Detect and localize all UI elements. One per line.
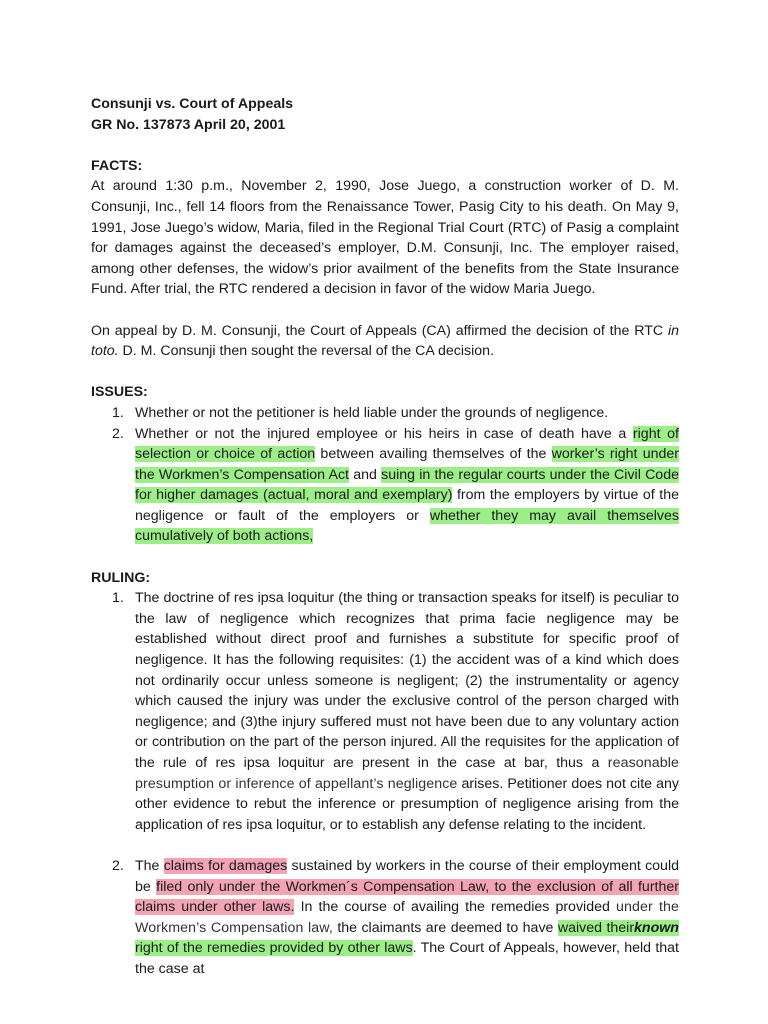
case-title: Consunji vs. Court of Appeals [91,96,294,112]
highlight-green: whether they may avail themselves cumulatively of both actions, [135,507,679,545]
ruling-list [91,588,679,835]
issue-number: 1. [112,404,124,421]
facts-paragraph-1: At around 1:30 p.m., November 2, 1990, Jose Juego, a construction worker of D. M. Consunji, Inc., fell 14 floors from the Renaissance Tower, Pasig City to his death. On May 9, 1991, Jose Juego’s widow, Maria, filed in the Regional Trial Court (RTC) of Pasig a complaint for damages against the deceased’s employer, D.M. Consunji, Inc. The employer raised, among other defenses, the widow’s prior availment of the benefits from the State Insurance Fund. After trial, the RTC rendered a decision in favor of the widow Maria Juego. [91,178,679,298]
facts-heading: FACTS: [91,157,143,174]
issues-heading: ISSUES: [91,384,148,401]
facts-paragraph-2: On appeal by D. M. Consunji, the Court of Appeals (CA) affirmed the decision of the RTC in toto. D. M. Consunji then sought the reversal of the CA decision. [91,322,679,360]
ruling-item-2: 2. The claims for damages sustained by workers in the course of their employment could be filed only under the Workmen´s Compensation Law, to the exclusion of all further claims under other laws. In the course of availing the remedies provided under the Workmen’s Compensation law, the claimants are deemed to have waived theirknown right of the remedies provided by other laws. The Court of Appeals, however, held that the case at [112,857,679,977]
ruling-heading: RULING: [91,569,151,586]
highlight-red: filed only under the Workmen´s Compensation Law, to the exclusion of all further claims under other laws. [135,878,679,916]
highlight-green: waived theirknown right of the remedies provided by other laws [135,919,679,957]
highlight-green: suing in the regular courts under the Civil Code for higher damages (actual, moral and exemplary) [135,466,679,504]
ruling-item-1: 1. The doctrine of res ipsa loquitur (the thing or transaction speaks for itself) is peculiar to the law of negligence which recognizes that prima facie negligence may be established without direct proof and furnishes a substitute for specific proof of negligence. It has the following requisites: (1) the accident was of a kind which does not ordinarily occur unless someone is negligent; (2) the instrumentality or agency which caused the injury was under the exclusive control of the person charged with negligence; and (3)the injury suffered must not have been due to any voluntary action or contribution on the part of the person injured. All the requisites for the application of the rule of res ipsa loquitur are present in the case at bar, thus a reasonable presumption or inference of appellant’s negligence arises. Petitioner does not cite any other evidence to rebut the inference or presumption of negligence arising from the application of res ipsa loquitur, or to establish any defense relating to the incident. [112,590,679,833]
issue-item-1: 1. Whether or not the petitioner is held liable under the grounds of negligence. [91,403,679,424]
case-citation: GR No. 137873 April 20, 2001 [91,116,286,133]
issues-list [91,403,679,547]
highlight-green: worker’s right under the Workmen’s Compensation Act [135,446,680,483]
ruling-number: 1. [112,590,124,607]
issue-number: 2. [112,425,124,442]
highlight-red: claims for damages [163,857,288,874]
issue-item-2: 2. Whether or not the injured employee or his heirs in case of death have a right of selection or choice of action between availing themselves of the worker’s right under the Workmen’s Compensation Act and suing in the regular courts under the Civil Code for higher damages (actual, moral and exemplary) from the employers by virtue of the negligence or fault of the employers or whether they may avail themselves cumulatively of both actions, [112,425,680,545]
ruling-number: 2. [112,857,124,874]
ruling-list-continued [91,856,679,980]
highlight-green: right of selection or choice of action [135,425,679,463]
document-body [91,94,679,980]
